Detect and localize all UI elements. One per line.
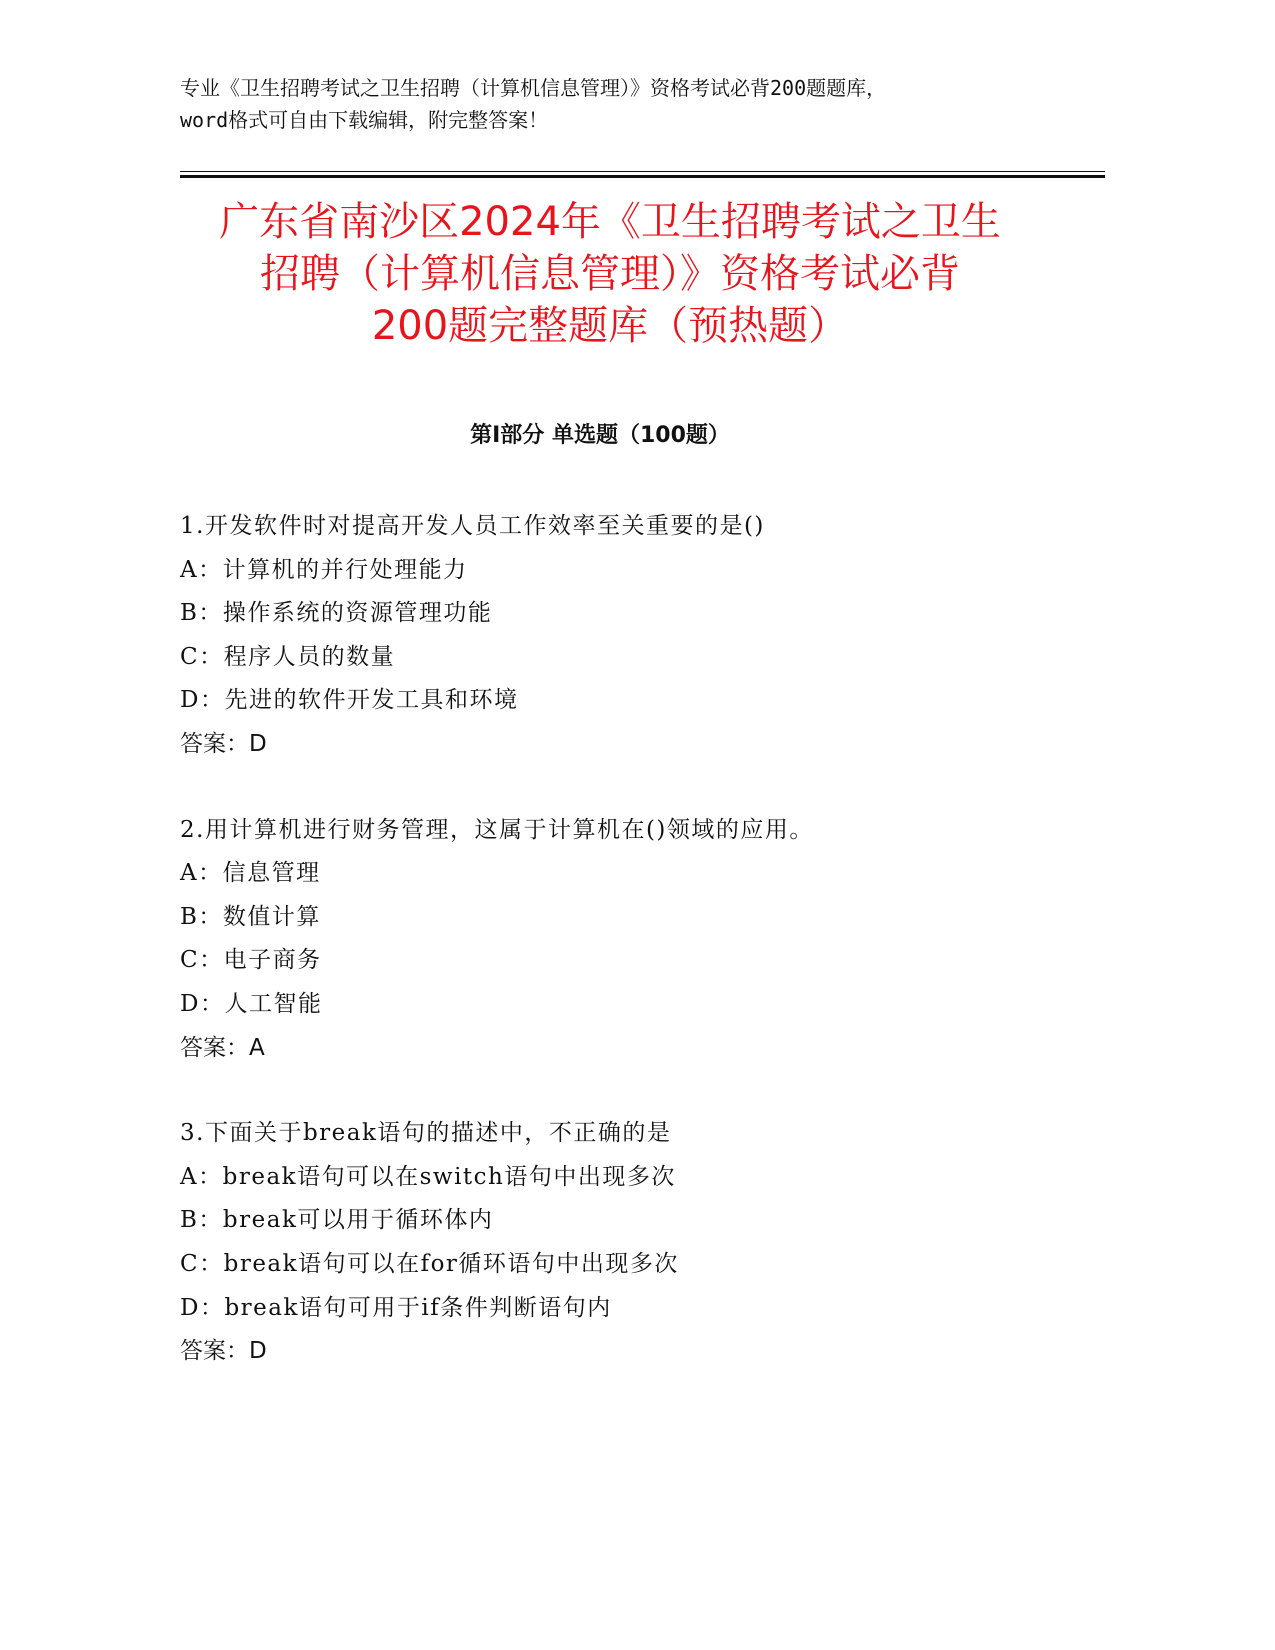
header-rule-thick	[180, 175, 1105, 178]
option-d: D：先进的软件开发工具和环境	[180, 687, 519, 714]
section-title: 第Ⅰ部分 单选题（100题）	[470, 423, 730, 448]
option-b: B：数值计算	[180, 903, 321, 930]
header-note-line-2: word格式可自由下载编辑，附完整答案！	[180, 108, 549, 132]
title-line-3: 200题完整题库（预热题）	[371, 303, 849, 349]
question-3	[180, 1112, 1120, 1374]
option-c: C：电子商务	[180, 947, 322, 974]
question-1	[180, 505, 1120, 767]
title-line-1: 广东省南沙区2024年《卫生招聘考试之卫生	[219, 199, 1001, 245]
answer: 答案：D	[180, 730, 267, 757]
question-2	[180, 809, 1120, 1071]
answer: 答案：A	[180, 1034, 265, 1061]
question-stem: 1.开发软件时对提高开发人员工作效率至关重要的是()	[180, 513, 765, 539]
header-note-line-1: 专业《卫生招聘考试之卫生招聘（计算机信息管理）》资格考试必背200题题库，	[180, 76, 887, 100]
option-c: C：程序人员的数量	[180, 643, 396, 670]
option-d: D：人工智能	[180, 990, 323, 1017]
answer: 答案：D	[180, 1338, 267, 1365]
header-note	[180, 72, 1120, 136]
document-title	[150, 196, 1070, 352]
header-rule-thin	[180, 171, 1105, 172]
option-a: A：计算机的并行处理能力	[180, 556, 468, 583]
question-stem: 2.用计算机进行财务管理，这属于计算机在()领域的应用。	[180, 816, 814, 843]
title-line-2: 招聘（计算机信息管理）》资格考试必背	[260, 251, 960, 297]
option-b: B：操作系统的资源管理功能	[180, 600, 493, 627]
option-a: A：信息管理	[180, 860, 321, 887]
option-a: A：break语句可以在switch语句中出现多次	[180, 1163, 676, 1190]
option-b: B：break可以用于循环体内	[180, 1207, 494, 1234]
question-list	[180, 505, 1120, 1416]
question-stem: 3.下面关于break语句的描述中，不正确的是	[180, 1120, 672, 1147]
option-d: D：break语句可用于if条件判断语句内	[180, 1294, 612, 1321]
option-c: C：break语句可以在for循环语句中出现多次	[180, 1250, 679, 1277]
